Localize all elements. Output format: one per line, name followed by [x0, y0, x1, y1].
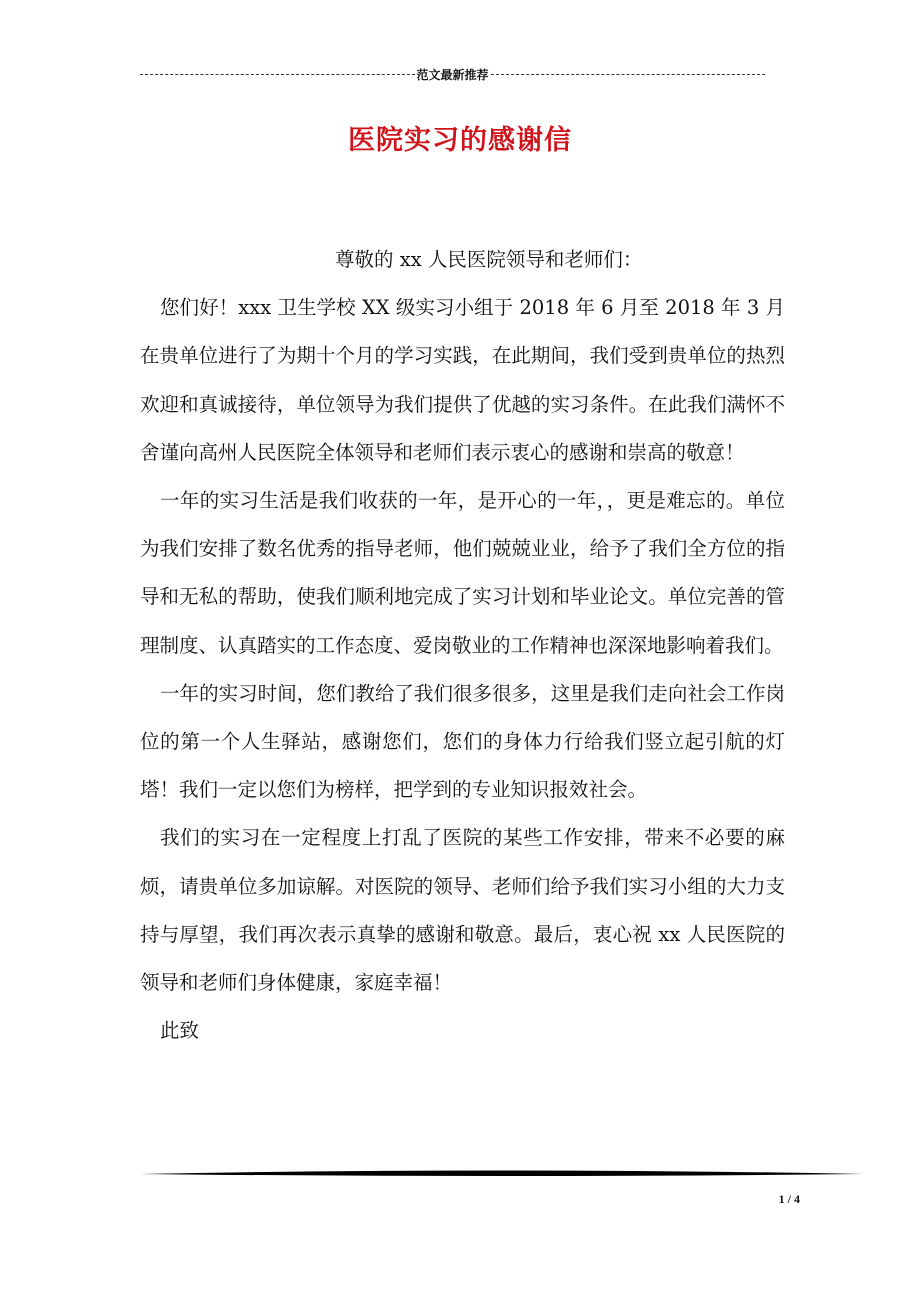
salutation: 尊敬的 xx 人民医院领导和老师们：	[335, 248, 643, 271]
header-dash-left	[140, 74, 415, 75]
page-number: 1 / 4	[778, 1192, 800, 1206]
header-label: 范文最新推荐	[416, 67, 489, 82]
document-title: 医院实习的感谢信	[348, 125, 572, 156]
footer-divider	[140, 1168, 864, 1180]
paragraph-2: 一年的实习生活是我们收获的一年，是开心的一年，，更是难忘的。单位为我们安排了数名优秀的指导老师，他们兢兢业业，给予了我们全方位的指导和无私的帮助，使我们顺利地完成了实习计划和毕业论文。单位完善的管理制度、认真踏实的工作态度、爱岗敬业的工作精神也深深地影响着我们。	[140, 489, 785, 657]
paragraph-1: 您们好！xxx 卫生学校 XX 级实习小组于 2018 年 6 月至 2018 年 3 月在贵单位进行了为期十个月的学习实践，在此期间，我们受到贵单位的热烈欢迎和真诚接待，单位领导为我们提供了优越的实习条件。在此我们满怀不舍谨向高州人民医院全体领导和老师们表示衷心的感谢和崇高的敬意！	[140, 296, 785, 464]
closing: 此致	[160, 1019, 200, 1043]
letter-body	[140, 236, 785, 1055]
paragraph-3: 一年的实习时间，您们教给了我们很多很多，这里是我们走向社会工作岗位的第一个人生驿站，感谢您们，您们的身体力行给我们竖立起引航的灯塔！我们一定以您们为榜样，把学到的专业知识报效社会。	[140, 681, 785, 802]
header-dash-right	[491, 74, 766, 75]
header-banner	[140, 64, 765, 84]
paragraph-4: 我们的实习在一定程度上打乱了医院的某些工作安排，带来不必要的麻烦，请贵单位多加谅解。对医院的领导、老师们给予我们实习小组的大力支持与厚望，我们再次表示真挚的感谢和敬意。最后，衷心祝 xx 人民医院的领导和老师们身体健康，家庭幸福！	[140, 826, 785, 995]
